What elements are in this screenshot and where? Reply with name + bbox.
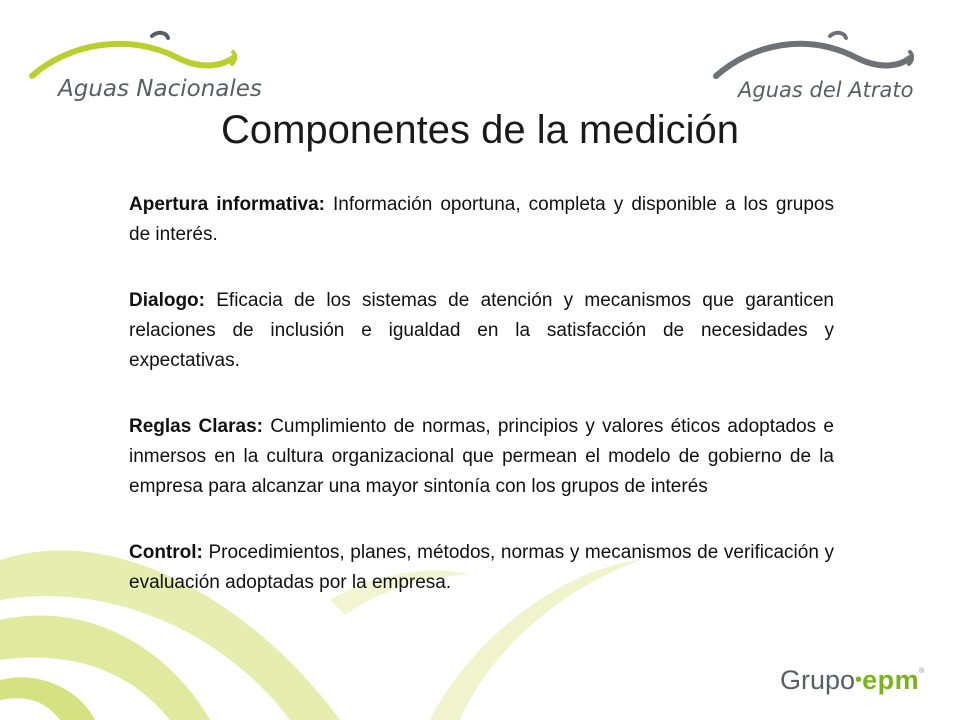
page-title: Componentes de la medición xyxy=(220,108,740,152)
paragraph-label: Dialogo: xyxy=(129,290,205,311)
paragraph-label: Apertura informativa: xyxy=(129,194,325,215)
paragraph-text: Procedimientos, planes, métodos, normas y mecanismos de verificación y evaluación adoptadas por la empresa. xyxy=(129,542,834,593)
paragraph-text: Información oportuna, completa y disponible a los grupos de interés. xyxy=(129,194,834,245)
paragraph-reglas-claras xyxy=(129,412,834,502)
aguas-nacionales-logo-mark xyxy=(28,28,243,83)
paragraph-text: Eficacia de los sistemas de atención y mecanismos que garanticen relaciones de inclusión e igualdad en la satisfacción de necesidades y expectativas. xyxy=(129,290,834,371)
paragraph-text: Cumplimiento de normas, principios y valores éticos adoptados e inmersos en la cultura organizacional que permean el modelo de gobierno de la empresa para alcanzar una mayor sintonía con los grupos de interés xyxy=(129,416,834,497)
dot-icon: • xyxy=(855,669,863,691)
paragraph-dialogo xyxy=(129,286,834,376)
grupo-epm-logo xyxy=(780,665,924,696)
aguas-del-atrato-logo-mark xyxy=(712,28,922,83)
paragraph-label: Reglas Claras: xyxy=(129,416,263,437)
paragraph-apertura xyxy=(129,190,834,250)
aguas-nacionales-logo-text: Aguas Nacionales xyxy=(58,76,262,102)
aguas-del-atrato-logo-text: Aguas del Atrato xyxy=(738,78,914,102)
epm-logo-suffix: epm xyxy=(862,665,920,695)
registered-mark: ® xyxy=(919,668,925,675)
content-body xyxy=(129,190,834,634)
paragraph-label: Control: xyxy=(129,542,203,563)
grupo-logo-prefix: Grupo xyxy=(780,665,856,695)
paragraph-control xyxy=(129,538,834,598)
